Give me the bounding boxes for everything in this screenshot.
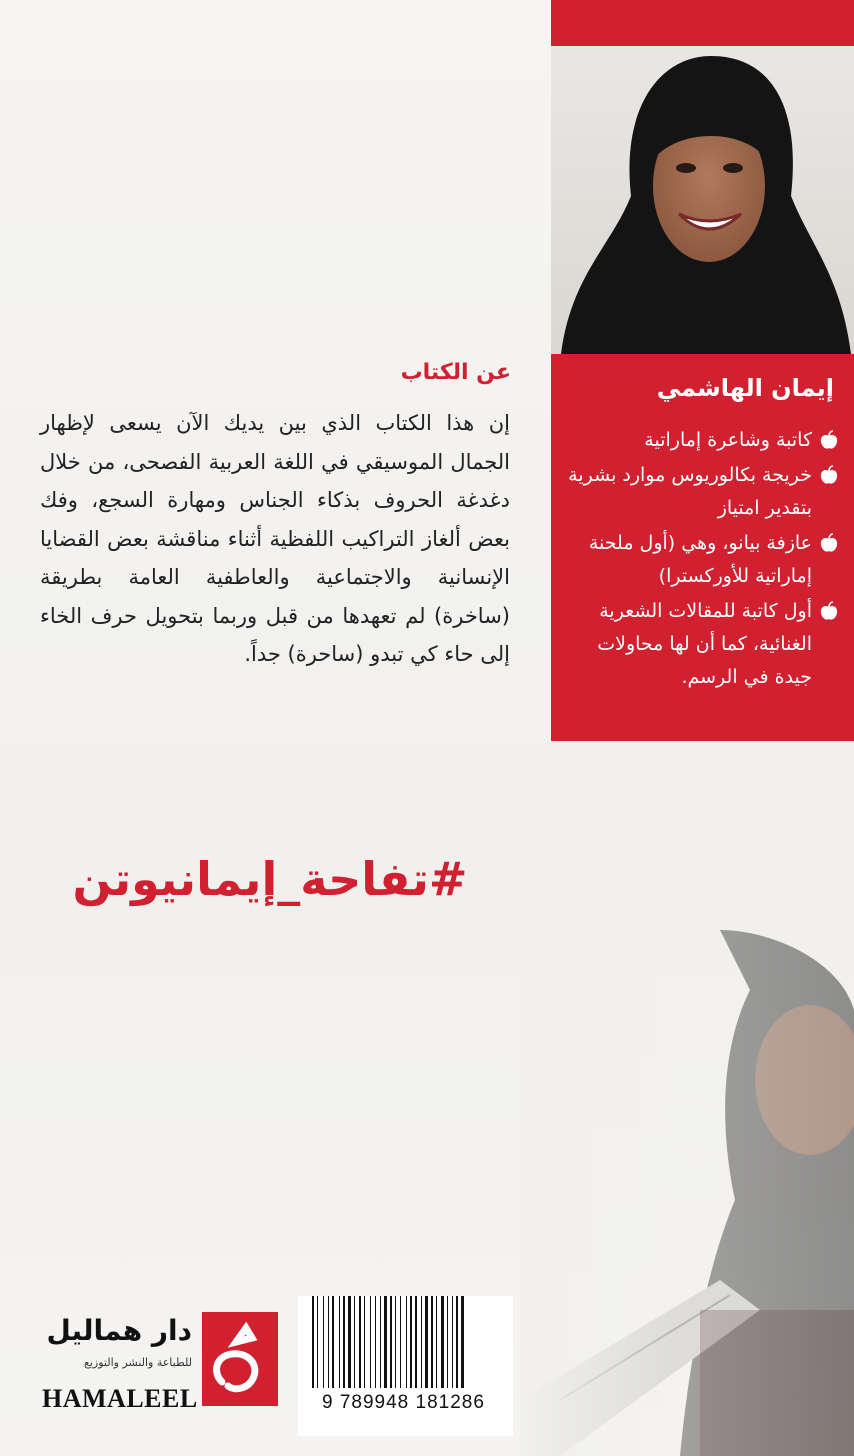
pianist-photo — [520, 930, 854, 1456]
apple-icon — [820, 430, 838, 450]
publisher-logo — [42, 1310, 278, 1430]
author-portrait — [551, 46, 854, 354]
top-red-band — [551, 0, 854, 46]
publisher-tagline: للطباعة والنشر والتوزيع — [83, 1356, 192, 1369]
hashtag-title: #تفاحة_إيمانيوتن — [72, 852, 468, 906]
publisher-mark-icon — [202, 1312, 278, 1406]
publisher-name-ar: دار هماليل — [46, 1314, 192, 1347]
author-panel — [551, 354, 854, 741]
about-body: إن هذا الكتاب الذي بين يديك الآن يسعى لإظهار الجمال الموسيقي في اللغة العربية الفصحى، من خلال دغدغة الحروف بذكاء الجناس ومهارة السجع، وفك بعض ألغاز التراكيب اللفظية أثناء مناقشة بعض القضايا الإنسانية والاجتماعية والعاطفية العامة بطريقة (ساخرة) لم تعهدها من قبل وربما بتحويل حرف الخاء إلى حاء كي تبدو (ساحرة) جداً. — [40, 411, 510, 666]
bio-text: خريجة بكالوريوس موارد بشرية بتقدير امتياز — [568, 464, 812, 519]
apple-icon — [820, 533, 838, 553]
bio-text: كاتبة وشاعرة إماراتية — [644, 429, 812, 451]
author-bio-list — [561, 424, 840, 694]
isbn-number: 9 789948 181286 — [322, 1392, 485, 1413]
bio-text: عازفة بيانو، وهي (أول ملحنة إماراتية للأوركسترا) — [588, 532, 812, 587]
isbn-barcode — [298, 1296, 513, 1436]
bio-item — [561, 527, 840, 593]
about-title: عن الكتاب — [400, 360, 511, 385]
author-name: إيمان الهاشمي — [656, 374, 834, 402]
apple-icon — [820, 601, 838, 621]
bio-text: أول كاتبة للمقالات الشعرية الغنائية، كما أن لها محاولات جيدة في الرسم. — [597, 600, 812, 688]
bio-item — [561, 459, 840, 525]
bio-item — [561, 424, 840, 457]
apple-icon — [820, 465, 838, 485]
publisher-name-en: HAMALEEL — [42, 1384, 198, 1413]
bio-item — [561, 595, 840, 694]
